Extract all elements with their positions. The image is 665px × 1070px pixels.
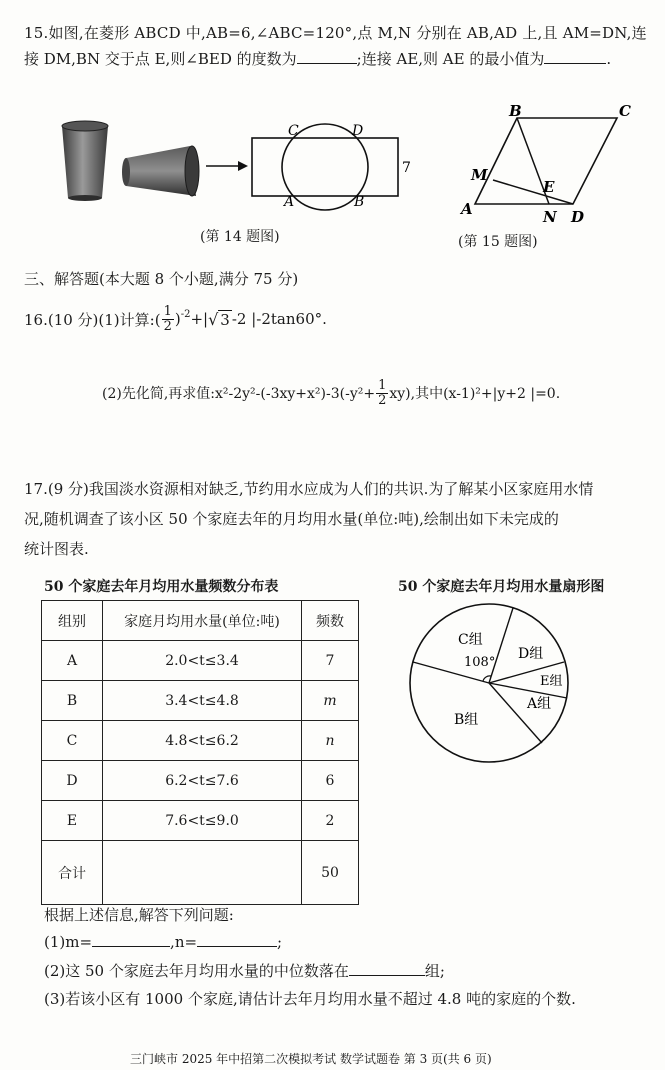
header-group: 组别 — [42, 601, 103, 641]
table-title: 50 个家庭去年月均用水量频数分布表 — [44, 579, 279, 595]
q16-part1-prefix: 16.(10 分)(1)计算:( — [24, 310, 161, 329]
pie-label-c: C组 — [458, 632, 483, 648]
answer-blank-n — [197, 932, 277, 947]
pie-label-e: E组 — [540, 674, 563, 689]
answer-blank-ae — [544, 49, 606, 64]
q16-part2-frac-den: 2 — [378, 392, 387, 408]
fig15-label-e: E — [543, 178, 555, 196]
table-cell: m — [302, 681, 359, 721]
q16-fraction — [162, 305, 174, 334]
pie-title: 50 个家庭去年月均用水量扇形图 — [398, 579, 605, 595]
q17-line3: 统计图表. — [24, 540, 89, 558]
fig15-label-a: A — [461, 200, 473, 218]
fig14-arrow — [204, 158, 248, 178]
table-cell: 合计 — [42, 841, 103, 905]
fig15-label-n: N — [543, 208, 557, 226]
pie-angle-label: 108° — [464, 655, 496, 670]
fig14-photo-cup-standing — [60, 120, 110, 202]
fig14-diagram — [248, 118, 418, 222]
table-cell: 50 — [302, 841, 359, 905]
q16-part2-frac-num: 1 — [378, 377, 387, 393]
fig14-label-seven: 7 — [402, 160, 411, 176]
fig14-photo-cup-lying — [120, 142, 202, 202]
frequency-table — [41, 600, 359, 905]
q17-sub1-n: ,n= — [170, 933, 198, 951]
header-frequency: 频数 — [302, 601, 359, 641]
fig15-label-c: C — [619, 102, 631, 120]
q15-line2-c: . — [606, 50, 612, 68]
table-cell — [103, 841, 302, 905]
q16-part2-suffix: xy),其中(x-1)²+|y+2 |=0. — [389, 386, 561, 402]
table-cell: 2 — [302, 801, 359, 841]
q17-sub2 — [44, 960, 445, 981]
q17-sub2-end: 组; — [424, 962, 445, 980]
answer-blank-median — [349, 961, 425, 976]
page-footer: 三门峡市 2025 年中招第二次模拟考试 数学试题卷 第 3 页(共 6 页) — [130, 1052, 492, 1066]
pie-label-b: B组 — [454, 712, 479, 728]
fig14-caption: (第 14 题图) — [200, 229, 280, 245]
table-row — [42, 641, 359, 681]
q16-exponent: -2 — [180, 308, 191, 320]
fig15-caption: (第 15 题图) — [458, 234, 538, 250]
table-cell: 7 — [302, 641, 359, 681]
table-row — [42, 681, 359, 721]
table-cell: 4.8<t≤6.2 — [103, 721, 302, 761]
q17-sub2-text: (2)这 50 个家庭去年月均用水量的中位数落在 — [44, 962, 349, 980]
pie-chart — [404, 598, 574, 772]
table-row — [42, 761, 359, 801]
table-total-row — [42, 841, 359, 905]
q16-part1: 16.(10 分)(1)计算:( $\frac{1}{2}$ ) $^{-2}$ +| √ 3 -2 |-2tan60°. — [24, 303, 327, 334]
table-cell: B — [42, 681, 103, 721]
pie-label-d: D组 — [518, 646, 544, 662]
pie-label-a: A组 — [527, 696, 552, 712]
table-row — [42, 801, 359, 841]
table-cell: C — [42, 721, 103, 761]
q16-part1-mid: +| — [190, 310, 209, 328]
q16-part1-after: -2 |-2tan60°. — [231, 310, 327, 328]
q15-line1: 15.如图,在菱形 ABCD 中,AB=6,∠ABC=120°,点 M,N 分别在 AB,AD 上,且 AM=DN,连 — [24, 24, 647, 42]
table-cell: E — [42, 801, 103, 841]
answer-blank-m — [92, 932, 170, 947]
q17-line1: 17.(9 分)我国淡水资源相对缺乏,节约用水应成为人们的共识.为了解某小区家庭用水情 — [24, 480, 594, 498]
table-row — [42, 721, 359, 761]
fig14-label-a: A — [284, 194, 295, 210]
fig14-label-c: C — [288, 123, 299, 139]
q17-sub3: (3)若该小区有 1000 个家庭,请估计去年月均用水量不超过 4.8 吨的家庭的个数. — [44, 990, 576, 1008]
q15-line2-b: ;连接 AE,则 AE 的最小值为 — [356, 50, 545, 68]
q16-frac-num: 1 — [163, 303, 172, 319]
q17-sub1 — [44, 932, 282, 951]
q17-sub1-m: (1)m= — [44, 933, 93, 951]
fig14-label-b: B — [354, 194, 365, 210]
section-title: 三、解答题(本大题 8 个小题,满分 75 分) — [24, 270, 299, 288]
table-cell: n — [302, 721, 359, 761]
q17-intro: 根据上述信息,解答下列问题: — [44, 906, 234, 924]
q15-line2-a: 接 DM,BN 交于点 E,则∠BED 的度数为 — [24, 50, 297, 68]
header-usage: 家庭月均用水量(单位:吨) — [103, 601, 302, 641]
q16-part2 — [102, 376, 560, 410]
q16-part2-prefix: (2)先化简,再求值:x²-2y²-(-3xy+x²)-3(-y²+ — [102, 386, 376, 402]
fig14-label-d: D — [352, 123, 364, 139]
fig15-label-m: M — [471, 166, 488, 184]
table-cell: 7.6<t≤9.0 — [103, 801, 302, 841]
q16-sqrt-value: 3 — [220, 310, 230, 329]
q16-frac-den: 2 — [163, 318, 172, 334]
table-cell: 6 — [302, 761, 359, 801]
fig15-label-b: B — [509, 102, 522, 120]
table-cell: A — [42, 641, 103, 681]
table-cell: 6.2<t≤7.6 — [103, 761, 302, 801]
table-cell: D — [42, 761, 103, 801]
sqrt-symbol: √ — [208, 309, 219, 329]
q17-sub1-end: ; — [277, 933, 283, 951]
fig15-diagram — [455, 100, 645, 234]
table-header-row — [42, 601, 359, 641]
answer-blank-angle — [297, 49, 357, 64]
q15-line2 — [24, 48, 611, 69]
table-cell: 3.4<t≤4.8 — [103, 681, 302, 721]
fig15-label-d: D — [571, 208, 585, 226]
q16-part2-fraction — [376, 379, 388, 408]
table-cell: 2.0<t≤3.4 — [103, 641, 302, 681]
q17-line2: 况,随机调查了该小区 50 个家庭去年的月均用水量(单位:吨),绘制出如下未完成的 — [24, 510, 559, 528]
